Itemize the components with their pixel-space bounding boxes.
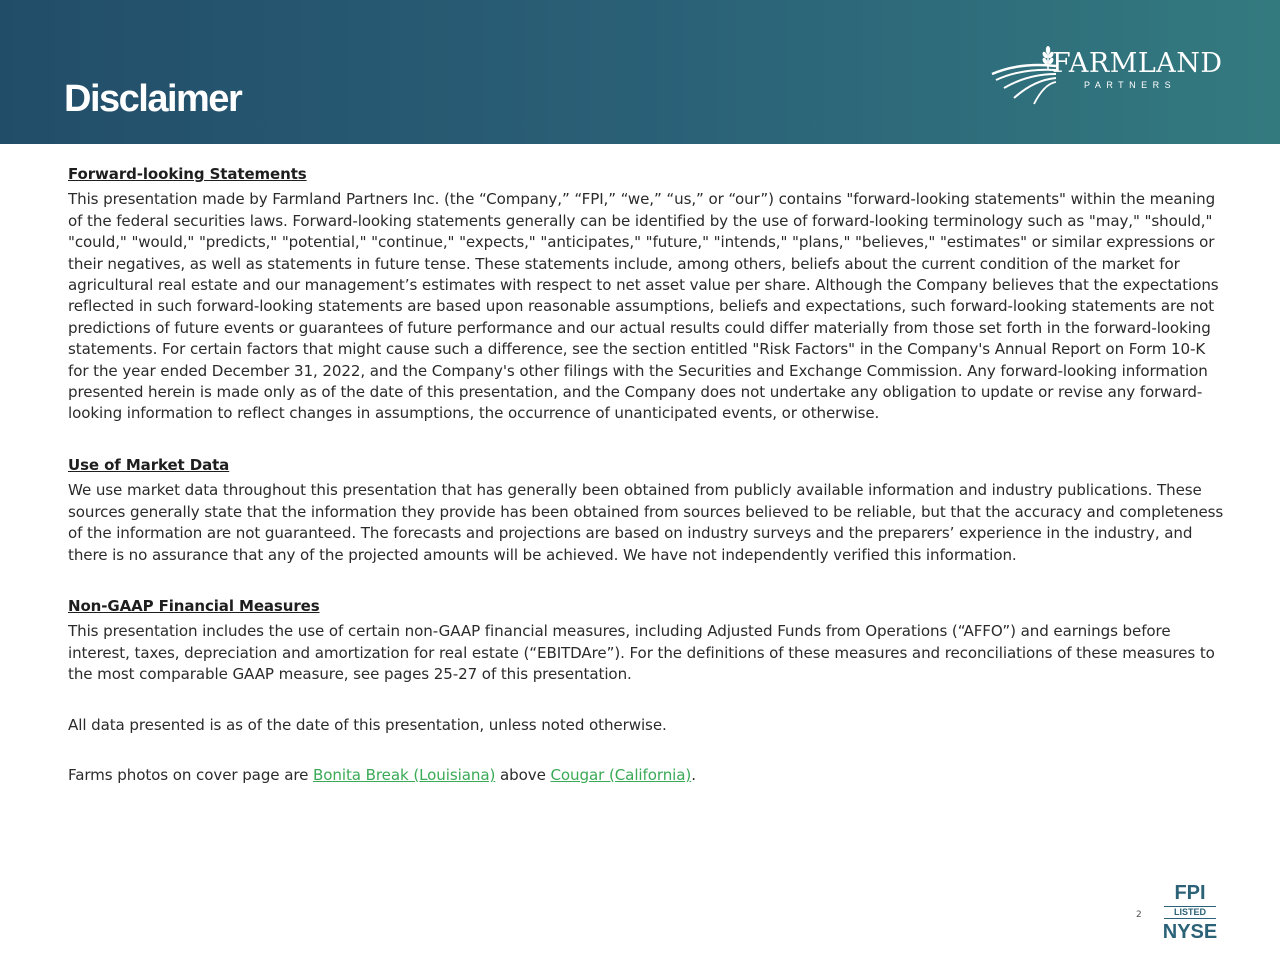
paragraph-cover-photos — [68, 765, 1228, 786]
page-title: Disclaimer — [64, 78, 242, 120]
paragraph-market-data: We use market data throughout this presentation that has generally been obtained from publicly available information and industry publications. These sources generally state that the information they provide has been obtained from sources believed to be reliable, but that the accuracy and completeness of the information are not guaranteed. The forecasts and projections are based on industry surveys and the preparers’ experience in the industry, and there is no assurance that any of the projected amounts will be achieved. We have not independently verified this information. — [68, 481, 1224, 564]
section-market-data — [68, 455, 1228, 566]
logo-subtitle: PARTNERS — [1084, 80, 1177, 90]
badge-exchange: NYSE — [1162, 921, 1218, 943]
section-forward-looking — [68, 164, 1228, 425]
link-bonita-break[interactable]: Bonita Break (Louisiana) — [313, 765, 496, 784]
nyse-listed-badge — [1160, 882, 1220, 942]
header-banner — [0, 0, 1280, 144]
badge-ticker: FPI — [1174, 882, 1206, 904]
paragraph-forward-looking: This presentation made by Farmland Partners Inc. (the “Company,” “FPI,” “we,” “us,” or “our”) contains "forward-looking statements" within the meaning of the federal securities laws. Forward-looking statements generally can be identified by the use of forward-looking terminology such as "may," "should," "could," "would," "predicts," "potential," "continue," "expects," "anticipates," "future," "intends," "plans," "believes," "estimates" or similar expressions or their negatives, as well as statements in future tense. These statements include, among others, beliefs about the current condition of the market for agricultural real estate and our management’s estimates with respect to net asset value per share. Although the Company believes that the expectations reflected in such forward-looking statements are based upon reasonable assumptions, beliefs and expectations, such forward-looking statements are not predictions of future events or guarantees of future performance and our actual results could differ materially from those set forth in the forward-looking statements. For certain factors that might cause such a difference, see the section entitled "Risk Factors" in the Company's Annual Report on Form 10-K for the year ended December 31, 2022, and the Company's other filings with the Securities and Exchange Commission. Any forward-looking information presented herein is made only as of the date of this presentation, and the Company does not undertake any obligation to update or revise any forward-looking information to reflect changes in assumptions, the occurrence of unanticipated events, or otherwise. — [68, 190, 1219, 423]
heading-non-gaap: Non-GAAP Financial Measures — [68, 596, 320, 615]
page-number: 2 — [1136, 910, 1142, 920]
link-cougar[interactable]: Cougar (California) — [550, 765, 692, 784]
photos-middle: above — [495, 765, 551, 784]
badge-listed: LISTED — [1164, 906, 1216, 919]
photos-suffix: . — [691, 765, 696, 784]
section-non-gaap — [68, 596, 1228, 686]
disclaimer-content — [68, 164, 1228, 786]
heading-forward-looking: Forward-looking Statements — [68, 165, 307, 183]
wheat-swoosh-icon — [990, 40, 1060, 110]
photos-prefix: Farms photos on cover page are — [68, 765, 314, 784]
farmland-partners-logo — [990, 40, 1223, 110]
logo-wordmark: FARMLAND — [1052, 48, 1223, 79]
heading-market-data: Use of Market Data — [68, 455, 230, 474]
paragraph-non-gaap: This presentation includes the use of certain non-GAAP financial measures, including Adjusted Funds from Operations (“AFFO”) and earnings before interest, taxes, depreciation and amortization for real estate (“EBITDAre”). For the definitions of these measures and reconciliations of these measures to the most comparable GAAP measure, see pages 25-27 of this presentation. — [68, 622, 1215, 684]
paragraph-as-of: All data presented is as of the date of this presentation, unless noted otherwise. — [68, 715, 667, 734]
